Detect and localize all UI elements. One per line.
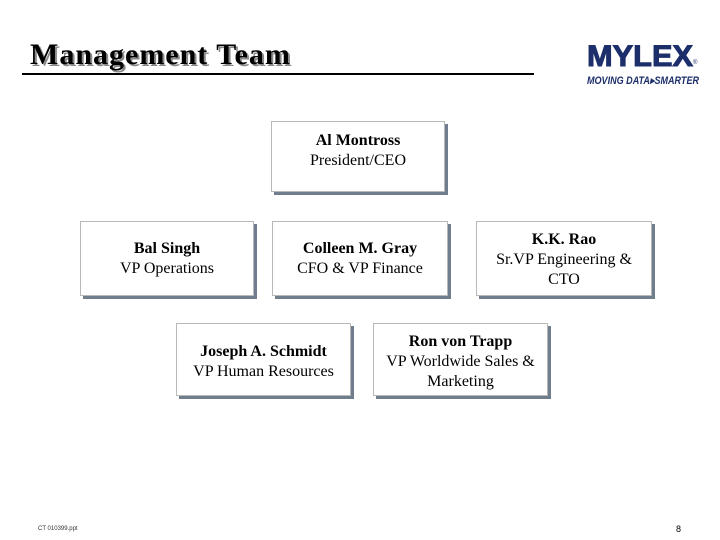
person-name: Joseph A. Schmidt: [200, 343, 327, 360]
person-name: Ron von Trapp: [408, 333, 513, 350]
org-box-ceo: [271, 121, 445, 192]
page-number: 8: [676, 524, 682, 534]
person-name: Colleen M. Gray: [302, 240, 418, 257]
org-box-sales: [373, 323, 548, 396]
person-role: VP Worldwide Sales & Marketing: [386, 353, 535, 390]
mylex-logo: [585, 40, 700, 90]
org-box-engineering: [476, 221, 652, 296]
title-underline: [22, 73, 534, 75]
org-box-finance: [272, 221, 448, 296]
person-name: Bal Singh: [133, 240, 201, 257]
slide-title: Management Team: [30, 38, 291, 71]
person-role: VP Human Resources: [193, 363, 334, 380]
logo-wordmark: MYLEX: [587, 40, 693, 73]
footer-filename: CT 010399.ppt: [38, 526, 78, 532]
org-box-operations: [80, 221, 254, 296]
logo-tagline: MOVING DATA▸SMARTER: [587, 75, 700, 87]
person-role: VP Operations: [119, 260, 215, 277]
person-role: President/CEO: [310, 152, 406, 169]
person-role: Sr.VP Engineering & CTO: [496, 251, 632, 288]
person-name: K.K. Rao: [531, 231, 597, 248]
person-name: Al Montross: [315, 132, 401, 149]
person-role: CFO & VP Finance: [297, 260, 423, 277]
org-box-human-resources: [176, 323, 351, 396]
logo-registered-mark: ®: [693, 60, 698, 66]
